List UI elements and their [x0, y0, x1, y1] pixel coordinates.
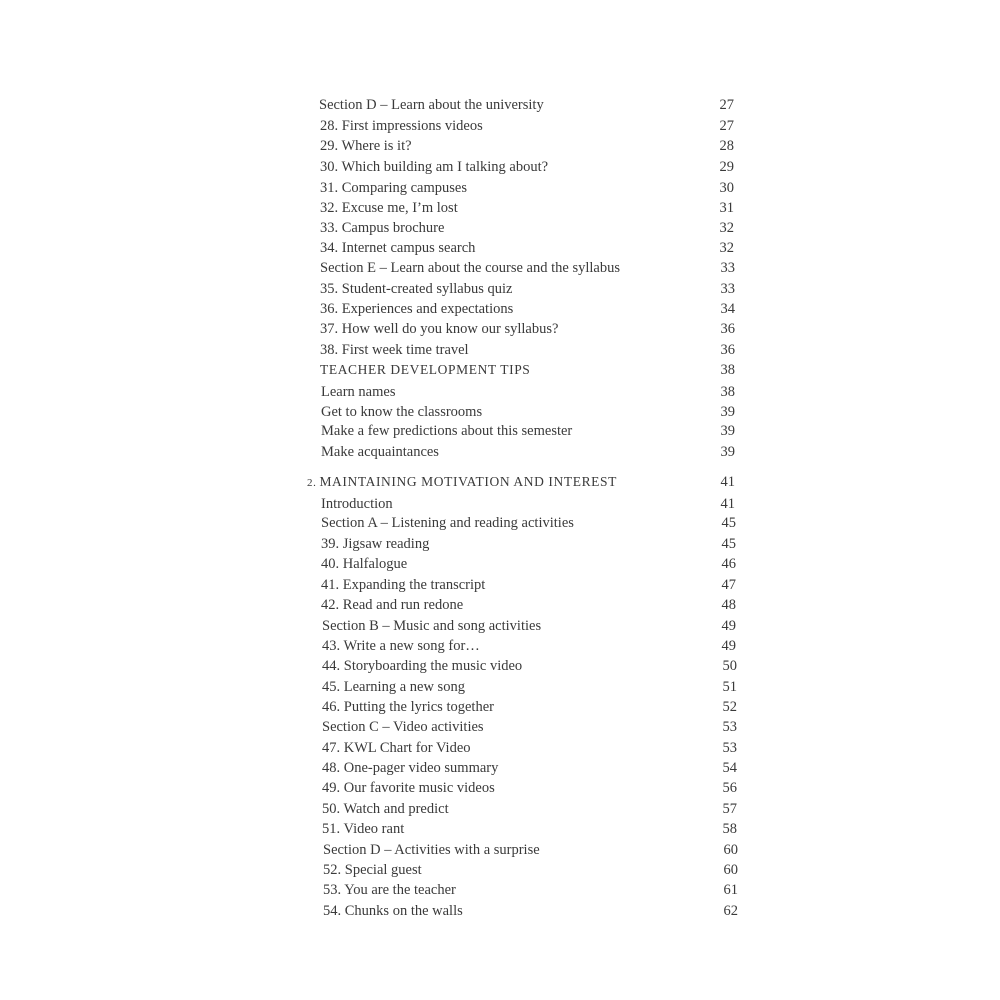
toc-section-entry	[0, 616, 1000, 636]
toc-entry	[0, 136, 1000, 156]
toc-entry	[0, 218, 1000, 238]
toc-entry-page: 48	[721, 597, 736, 613]
toc-entry-page: 45	[721, 515, 736, 531]
toc-entry-title: 49. Our favorite music videos	[322, 780, 495, 796]
toc-entry-page: 61	[723, 882, 738, 898]
toc-entry-page: 29	[719, 159, 734, 175]
toc-entry-title: 30. Which building am I talking about?	[320, 159, 549, 175]
toc-entry-title: Get to know the classrooms	[321, 404, 483, 420]
toc-entry-title: Introduction	[321, 496, 393, 512]
toc-entry	[0, 157, 1000, 177]
toc-entry	[0, 575, 1000, 595]
chapter-number: 2.	[307, 477, 317, 489]
toc-entry-page: 28	[719, 138, 734, 154]
toc-entry	[0, 880, 1000, 900]
toc-entry-title: 42. Read and run redone	[321, 597, 464, 613]
toc-entry-title: Section D – Learn about the university	[319, 97, 544, 113]
toc-entry-page: 62	[723, 903, 738, 919]
toc-entry-page: 58	[722, 821, 737, 837]
toc-entry	[0, 860, 1000, 880]
toc-entry	[0, 636, 1000, 656]
toc-entry-page: 49	[721, 638, 736, 654]
toc-entry-page: 56	[722, 780, 737, 796]
toc-entry-title: 47. KWL Chart for Video	[322, 740, 471, 756]
toc-entry-title: Make a few predictions about this semester	[321, 423, 573, 439]
toc-entry	[0, 402, 1000, 422]
toc-entry-page: 50	[722, 658, 737, 674]
toc-entry-title: 39. Jigsaw reading	[321, 536, 430, 552]
toc-entry-page: 32	[719, 240, 734, 256]
toc-entry-page: 60	[723, 842, 738, 858]
toc-entry-title: 28. First impressions videos	[320, 118, 483, 134]
toc-entry	[0, 534, 1000, 554]
toc-entry-title: 36. Experiences and expectations	[320, 301, 514, 317]
toc-entry-page: 32	[719, 220, 734, 236]
toc-entry-title: 48. One-pager video summary	[322, 760, 499, 776]
toc-entry	[0, 819, 1000, 839]
toc-entry-page: 57	[722, 801, 737, 817]
toc-entry-page: 46	[721, 556, 736, 572]
toc-entry-title: 46. Putting the lyrics together	[322, 699, 494, 715]
toc-entry	[0, 677, 1000, 697]
toc-entry-page: 31	[719, 200, 734, 216]
toc-entry-title: 50. Watch and predict	[322, 801, 449, 817]
toc-entry	[0, 178, 1000, 198]
toc-entry-page: 36	[720, 342, 735, 358]
toc-entry-page: 39	[720, 404, 735, 420]
toc-entry-title: 53. You are the teacher	[323, 882, 456, 898]
toc-entry-title: 44. Storyboarding the music video	[322, 658, 523, 674]
toc-entry	[0, 198, 1000, 218]
toc-entry	[0, 95, 1000, 115]
toc-heading-entry	[0, 360, 1000, 380]
toc-entry-title: Section A – Listening and reading activities	[321, 515, 574, 531]
toc-entry	[0, 554, 1000, 574]
toc-entry-title: Section C – Video activities	[322, 719, 484, 735]
toc-entry-page: 36	[720, 321, 735, 337]
toc-entry-title: 31. Comparing campuses	[320, 180, 467, 196]
toc-entry-page: 53	[722, 740, 737, 756]
toc-entry	[0, 758, 1000, 778]
toc-entry-page: 51	[722, 679, 737, 695]
toc-entry	[0, 421, 1000, 441]
toc-entry-page: 34	[720, 301, 735, 317]
toc-entry-page: 27	[719, 97, 734, 113]
toc-entry	[0, 656, 1000, 676]
toc-entry	[0, 778, 1000, 798]
toc-section-entry	[0, 513, 1000, 533]
toc-entry-title: 40. Halfalogue	[321, 556, 408, 572]
toc-entry	[0, 697, 1000, 717]
toc-entry-title: 51. Video rant	[322, 821, 405, 837]
toc-entry-title: Section D – Activities with a surprise	[323, 842, 540, 858]
toc-section-entry	[0, 840, 1000, 860]
toc-entry-page: 52	[722, 699, 737, 715]
toc-entry	[0, 442, 1000, 462]
toc-entry-page: 47	[721, 577, 736, 593]
toc-entry	[0, 799, 1000, 819]
chapter-title	[307, 472, 617, 493]
toc-entry-title: 29. Where is it?	[320, 138, 412, 154]
toc-entry-title: 54. Chunks on the walls	[323, 903, 463, 919]
toc-entry-page: 33	[720, 260, 735, 276]
toc-section-entry	[0, 258, 1000, 278]
toc-entry-title: TEACHER DEVELOPMENT TIPS	[320, 362, 531, 377]
toc-entry-page: 54	[722, 760, 737, 776]
toc-entry	[0, 382, 1000, 402]
toc-entry	[0, 340, 1000, 360]
toc-entry-page: 53	[722, 719, 737, 735]
toc-entry	[0, 319, 1000, 339]
toc-entry-title: 52. Special guest	[323, 862, 422, 878]
toc-entry-title: Make acquaintances	[321, 444, 439, 460]
toc-entry	[0, 238, 1000, 258]
toc-entry-title: Section E – Learn about the course and the syllabus	[320, 260, 620, 276]
toc-entry-page: 41	[720, 496, 735, 512]
toc-entry-title: 38. First week time travel	[320, 342, 469, 358]
toc-entry	[0, 494, 1000, 514]
toc-entry-page: 39	[720, 423, 735, 439]
toc-entry-page: 27	[719, 118, 734, 134]
toc-entry-title: 43. Write a new song for…	[322, 638, 480, 654]
chapter-heading	[0, 472, 1000, 492]
toc-entry-title: 33. Campus brochure	[320, 220, 445, 236]
toc-entry-title: 45. Learning a new song	[322, 679, 465, 695]
toc-entry	[0, 738, 1000, 758]
toc-entry-title: 34. Internet campus search	[320, 240, 476, 256]
toc-entry-page: 49	[721, 618, 736, 634]
chapter-title-text: MAINTAINING MOTIVATION AND INTEREST	[319, 474, 617, 489]
toc-entry-title: Learn names	[321, 384, 396, 400]
toc-entry	[0, 116, 1000, 136]
toc-entry-page: 39	[720, 444, 735, 460]
toc-entry-page: 38	[720, 362, 735, 378]
toc-entry-page: 30	[719, 180, 734, 196]
toc-entry-title: 35. Student-created syllabus quiz	[320, 281, 513, 297]
chapter-page: 41	[720, 474, 735, 490]
toc-entry-title: 32. Excuse me, I’m lost	[320, 200, 458, 216]
toc-entry-title: 41. Expanding the transcript	[321, 577, 486, 593]
toc-entry-page: 33	[720, 281, 735, 297]
toc-entry-page: 45	[721, 536, 736, 552]
toc-section-entry	[0, 717, 1000, 737]
toc-entry-page: 38	[720, 384, 735, 400]
toc-entry-title: Section B – Music and song activities	[322, 618, 542, 634]
toc-entry-title: 37. How well do you know our syllabus?	[320, 321, 559, 337]
toc-entry-page: 60	[723, 862, 738, 878]
toc-entry	[0, 299, 1000, 319]
toc-entry	[0, 595, 1000, 615]
toc-entry	[0, 901, 1000, 921]
toc-entry	[0, 279, 1000, 299]
